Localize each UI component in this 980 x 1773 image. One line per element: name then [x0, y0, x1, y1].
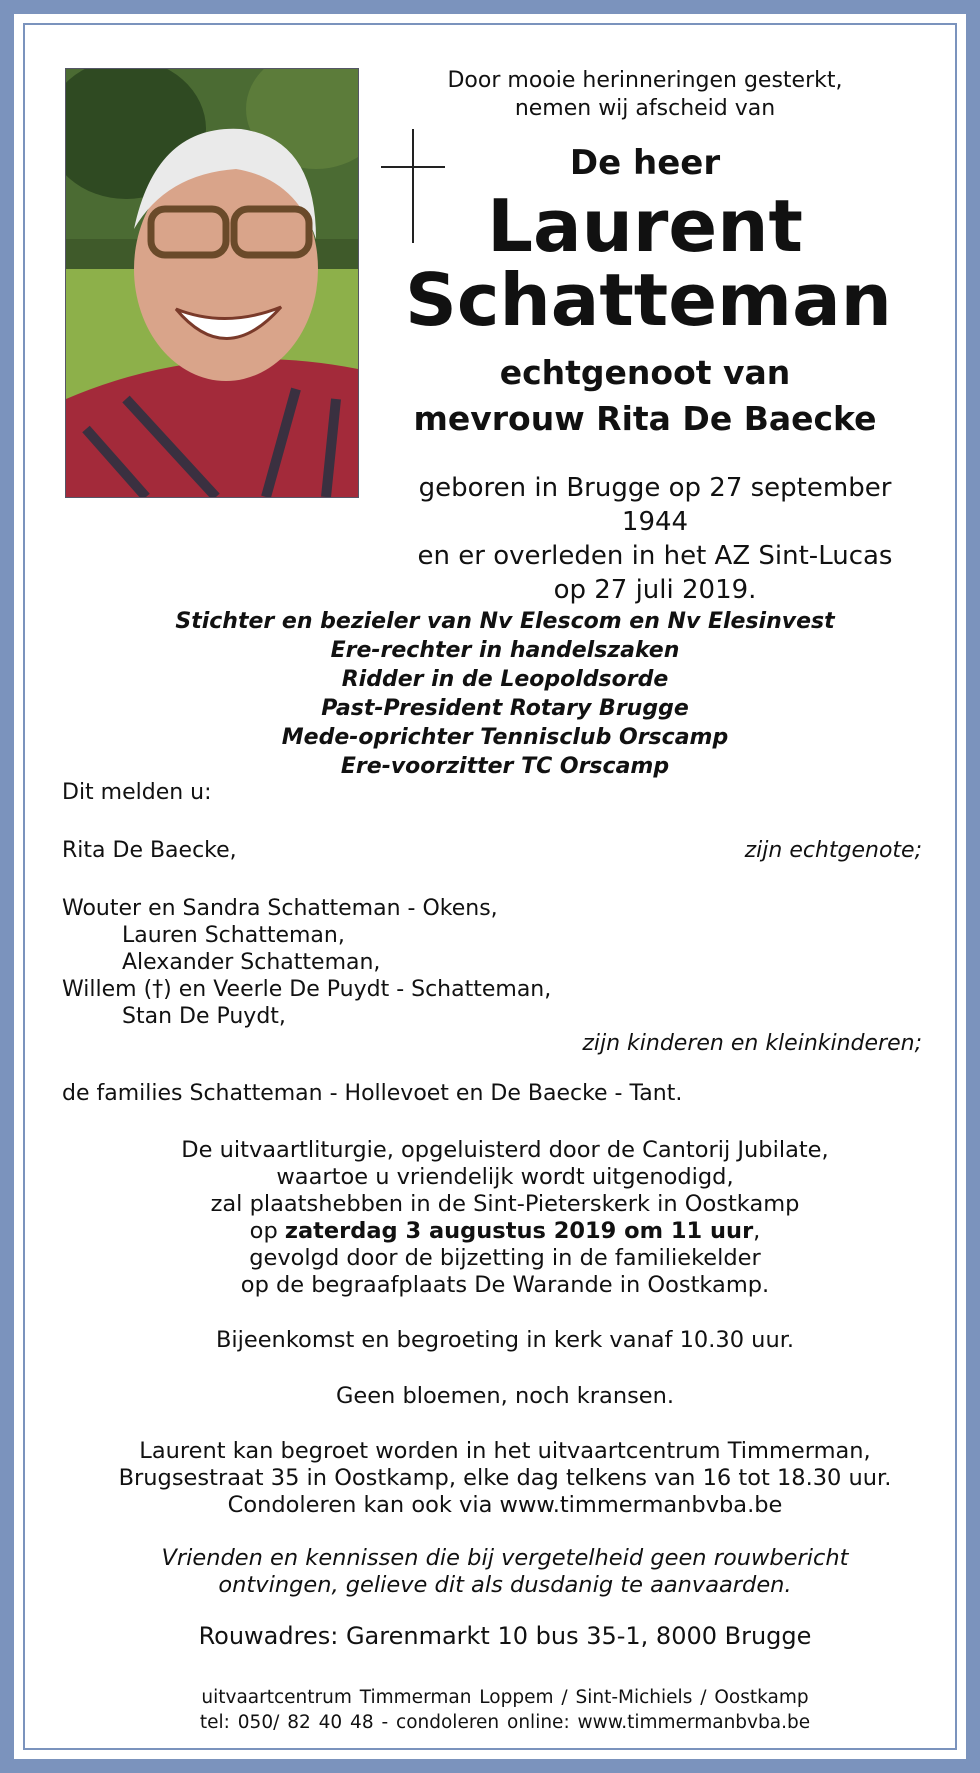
title-line: Stichter en bezieler van Nv Elescom en Nv Elesinvest: [175, 609, 835, 634]
children-list: [62, 895, 922, 1057]
title-line: Ere-rechter in handelszaken: [330, 638, 680, 663]
honorific: De heer: [569, 143, 721, 183]
announce-line: Dit melden u:: [62, 780, 212, 805]
intro-line: Door mooie herinneringen gesterkt,: [447, 68, 843, 93]
list-item: Wouter en Sandra Schatteman - Okens,: [62, 896, 498, 921]
intro-text: [405, 67, 885, 123]
children-role: zijn kinderen en kleinkinderen;: [582, 1031, 922, 1056]
funeral-line: De uitvaartliturgie, opgeluisterd door de Cantorij Jubilate,: [181, 1137, 829, 1163]
families-line: de families Schatteman - Hollevoet en De Baecke - Tant.: [62, 1081, 683, 1106]
first-name: Laurent: [487, 184, 803, 268]
visit-line: Brugsestraat 35 in Oostkamp, elke dag telkens van 16 tot 18.30 uur.: [118, 1465, 892, 1491]
funeral-line: gevolgd door de bijzetting in de familiekelder: [249, 1245, 761, 1271]
list-item: Lauren Schatteman,: [122, 923, 345, 948]
birth-death-info: [385, 471, 925, 607]
no-flowers-line: Geen bloemen, noch kransen.: [335, 1383, 675, 1409]
title-line: Ere-voorzitter TC Orscamp: [340, 754, 670, 779]
list-item: Alexander Schatteman,: [122, 950, 381, 975]
funeral-details: [65, 1137, 945, 1299]
intro-line: nemen wij afscheid van: [514, 96, 776, 121]
footer: [65, 1685, 945, 1735]
gathering-line: Bijeenkomst en begroeting in kerk vanaf 10.30 uur.: [215, 1327, 795, 1353]
born-line: geboren in Brugge op 27 september 1944: [418, 473, 892, 537]
visit-line: Laurent kan begroet worden in het uitvaartcentrum Timmerman,: [139, 1438, 871, 1464]
spouse-info: [405, 350, 885, 442]
portrait-photo: [65, 68, 359, 498]
funeral-date-suffix: ,: [753, 1218, 761, 1244]
wife-row: [62, 838, 922, 863]
funeral-date: zaterdag 3 augustus 2019 om 11 uur: [284, 1218, 754, 1244]
notice-line: ontvingen, gelieve dit als dusdanig te aanvaarden.: [218, 1572, 792, 1598]
born-line: en er overleden in het AZ Sint-Lucas: [417, 541, 893, 571]
mourning-address: Rouwadres: Garenmarkt 10 bus 35-1, 8000 Brugge: [198, 1622, 812, 1650]
title-line: Past-President Rotary Brugge: [321, 696, 689, 721]
spouse-line: echtgenoot van: [499, 353, 791, 392]
visit-info: [65, 1438, 945, 1519]
funeral-line: waartoe u vriendelijk wordt uitgenodigd,: [276, 1164, 734, 1190]
spouse-line: mevrouw Rita De Baecke: [413, 399, 877, 438]
last-name: Schatteman: [405, 258, 892, 342]
honorary-titles: [65, 607, 945, 781]
born-line: op 27 juli 2019.: [553, 575, 757, 605]
funeral-line: op de begraafplaats De Warande in Oostkamp.: [240, 1272, 770, 1298]
list-item: Willem (†) en Veerle De Puydt - Schatteman,: [62, 977, 552, 1002]
funeral-date-prefix: op: [249, 1218, 285, 1244]
inner-border: [23, 23, 957, 1750]
funeral-date-line: [65, 1218, 945, 1245]
title-line: Ridder in de Leopoldsorde: [341, 667, 669, 692]
title-line: Mede-oprichter Tennisclub Orscamp: [281, 725, 729, 750]
notice-line: Vrienden en kennissen die bij vergetelheid geen rouwbericht: [161, 1545, 849, 1571]
wife-name: Rita De Baecke,: [62, 838, 237, 863]
funeral-line: zal plaatshebben in de Sint-Pieterskerk in Oostkamp: [210, 1191, 800, 1217]
visit-line: Condoleren kan ook via www.timmermanbvba.be: [227, 1492, 783, 1518]
footer-line: tel: 050/ 82 40 48 - condoleren online: www.timmermanbvba.be: [199, 1712, 811, 1733]
footer-line: uitvaartcentrum Timmerman Loppem / Sint-Michiels / Oostkamp: [201, 1687, 809, 1708]
deceased-name: [405, 184, 892, 342]
wife-role: zijn echtgenote;: [744, 838, 922, 863]
announcement-card: [14, 14, 966, 1759]
notice-text: [65, 1545, 945, 1599]
list-item: Stan De Puydt,: [122, 1004, 286, 1029]
